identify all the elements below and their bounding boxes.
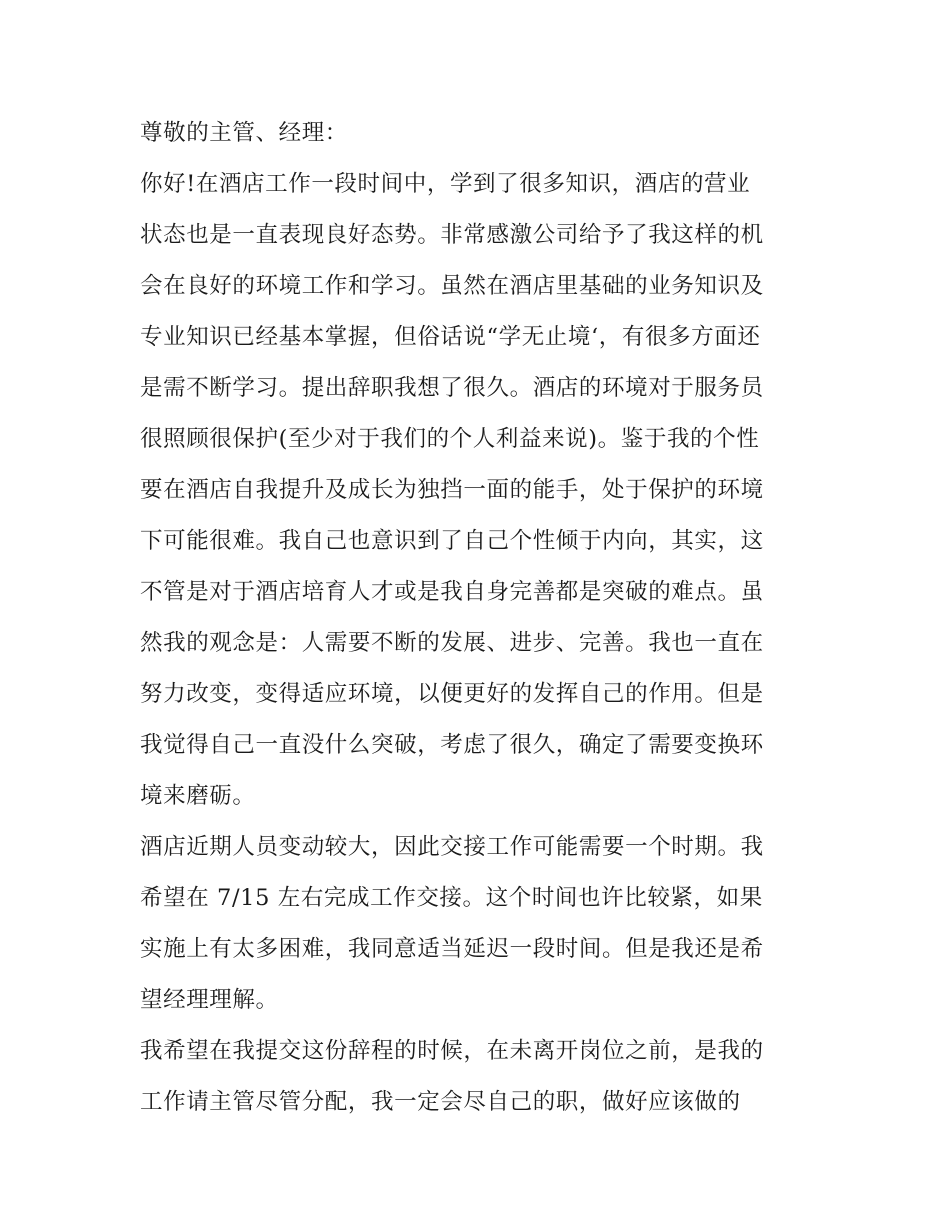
- text-line: 然我的观念是：人需要不断的发展、进步、完善。我也一直在: [140, 630, 764, 656]
- text-line: 你好!在酒店工作一段时间中，学到了很多知识，酒店的营业: [140, 171, 751, 197]
- text-line: 是需不断学习。提出辞职我想了很久。酒店的环境对于服务员: [140, 375, 764, 401]
- text-line: 状态也是一直表现良好态势。非常感激公司给予了我这样的机: [140, 222, 764, 248]
- text-line: 酒店近期人员变动较大，因此交接工作可能需要一个时期。我: [140, 834, 764, 860]
- text-line: 不管是对于酒店培育人才或是我自身完善都是突破的难点。虽: [140, 579, 764, 605]
- text-line: 我希望在我提交这份辞程的时候，在未离开岗位之前，是我的: [140, 1038, 764, 1064]
- document-page: [140, 108, 820, 1128]
- text-line: 希望在 7/15 左右完成工作交接。这个时间也许比较紧，如果: [140, 885, 763, 911]
- text-line: 专业知识已经基本掌握，但俗话说“学无止境‘，有很多方面还: [140, 324, 761, 350]
- salutation-line: 尊敬的主管、经理：: [140, 120, 348, 146]
- text-line: 实施上有太多困难，我同意适当延迟一段时间。但是我还是希: [140, 936, 764, 962]
- text-line: 要在酒店自我提升及成长为独挡一面的能手，处于保护的环境: [140, 477, 764, 503]
- text-line: 努力改变，变得适应环境，以便更好的发挥自己的作用。但是: [140, 681, 764, 707]
- text-line: 很照顾很保护(至少对于我们的个人利益来说)。鉴于我的个性: [140, 426, 760, 452]
- text-line: 下可能很难。我自己也意识到了自己个性倾于内向，其实，这: [140, 528, 764, 554]
- text-line: 望经理理解。: [140, 987, 279, 1013]
- text-line: 我觉得自己一直没什么突破，考虑了很久，确定了需要变换环: [140, 732, 764, 758]
- text-line: 境来磨砺。: [140, 783, 256, 809]
- text-line: 工作请主管尽管分配，我一定会尽自己的职，做好应该做的: [140, 1089, 741, 1115]
- text-line: 会在良好的环境工作和学习。虽然在酒店里基础的业务知识及: [140, 273, 764, 299]
